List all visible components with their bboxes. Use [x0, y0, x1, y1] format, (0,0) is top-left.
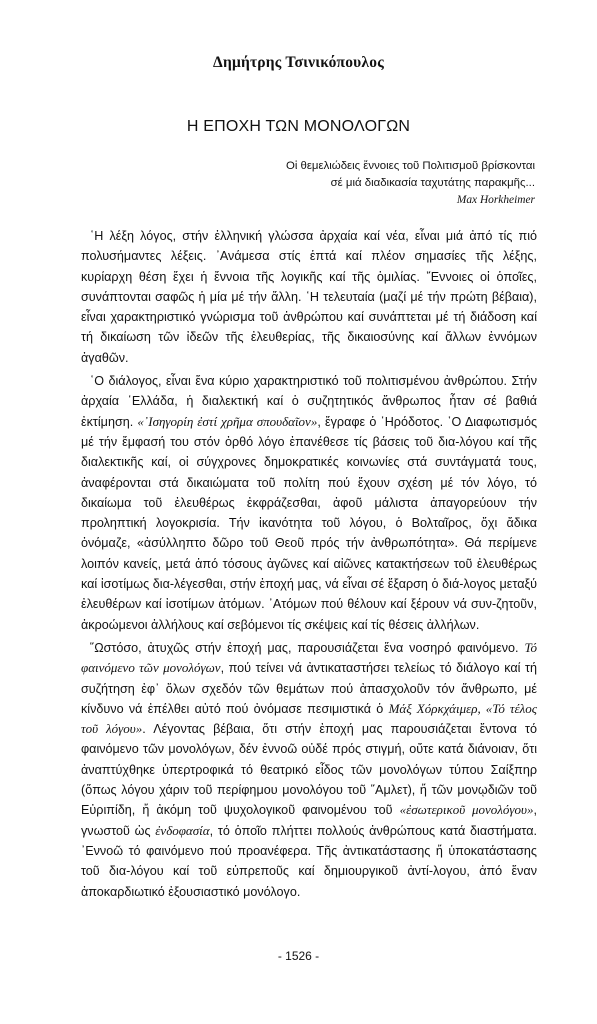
epigraph-line-2: σέ μιά διαδικασία ταχυτάτης παρακμῆς...	[330, 177, 535, 189]
epigraph-attribution: Max Horkheimer	[456, 194, 535, 206]
article-title: Η ΕΠΟΧΗ ΤΩΝ ΜΟΝΟΛΟΓΩΝ	[186, 118, 411, 135]
body-paragraph	[81, 371, 537, 635]
paragraph-text: . Λέγοντας βέβαια, ὅτι στήν ἐποχή μας παρουσιάζεται ἔντονα τό φαινόμενο τῶν μονολόγων, δέν ἐννοῶ οὐδέ πρός στιγμή, οὔτε κατά διάνοιαν, ὅτι ἀναπτύχθηκε ὑπερτροφικά τό θεατρικό εἶδος τῶν μονολόγων τύπου Σαίξπηρ (ὅπως λόγου χάριν τοῦ περίφημου μονολόγου τοῦ ῞Αμλετ), ἤ τῶν μονῳδιῶν τοῦ Εὐριπίδη, ἤ ἀκόμη τοῦ ψυχολογικοῦ φαινομένου τοῦ	[81, 722, 537, 818]
paragraph-text: ῞Ωστόσο, ἀτυχῶς στήν ἐποχή μας, παρουσιάζεται ἕνα νοσηρό φαινόμενο.	[90, 640, 525, 655]
paragraph-text: , ἔγραφε ὁ ῾Ηρόδοτος. ῾Ο Διαφωτισμός μέ τήν ἔμφασή του στόν ὀρθό λόγο ἐπανέθεσε τίς βάσεις τοῦ δια-λόγου καί τῆς διαλεκτικῆς καί, οἱ σύγχρονες δημοκρατικές κοινωνίες στά συντάγματά τους, ἀναφέρονται στά δικαιώματα τοῦ πολίτη πού ἔχουν σχέση μέ τόν λόγο, τό δικαίωμα τοῦ ἐλευθέρως ἐκφράζεσθαι, ἀφοῦ μάλιστα ἀπαγορεύουν τήν προληπτική λογοκρισία. Τήν ἱκανότητα τοῦ λόγου, ὁ Βολταῖρος, ὄχι ἄδικα ὀνόμαζε, «ἀσύλληπτο δῶρο τοῦ Θεοῦ πρός τήν ἀνθρωπότητα». Θά περίμενε λοιπόν κανείς, μετά ἀπό τόσους ἀγῶνες καί αἰῶνες κατακτήσεων τοῦ ἐλευθέρως καί ἰσοτίμως δια-λέγεσθαι, στήν ἐποχή μας, νά εἶναι σέ ἔξαρση ὁ διά-λογος μεταξύ ἐλευθέρων καί ἰσοτίμων ἀτόμων. ᾿Ατόμων πού θέλουν καί ξέρουν νά συν-ζητοῦν, ἀκροώμενοι ἀλλήλους καί σεβόμενοι τίς σκέψεις καί τίς θέσεις ἀλλήλων.	[81, 414, 538, 632]
page-number: - 1526 -	[277, 949, 320, 963]
paragraph-text: , πού τείνει νά ἀντικαταστήσει τελείως τό διάλογο καί τή συζήτηση ἐφ᾿ ὅλων σχεδόν τῶν θεμάτων πού ἀπασχολοῦν τόν ἄνθρωπο, μέ κίνδυνο νά ἐπέλθει αὐτό πού ὀνόμασε πεσιμιστικά ὁ	[81, 661, 538, 716]
italic-text: Τό φαινόμενο τῶν μονολόγων	[81, 639, 537, 676]
epigraph	[115, 158, 535, 209]
epigraph-line-1: Οἱ θεμελιώδεις ἔννοιες τοῦ Πολιτισμοῦ βρίσκονται	[285, 160, 535, 172]
body-paragraph	[81, 638, 537, 902]
body-paragraph	[81, 226, 537, 368]
italic-text: Μάξ Χόρκχάιμερ, «Τό τέλος τοῦ λόγου»	[81, 700, 538, 737]
body-text	[81, 226, 537, 905]
paragraph-text: , τό ὁποῖο πλήττει πολλούς ἀνθρώπους κατά διαστήματα. ᾿Εννοῶ τό φαινόμενο πού προανέφερα. Τῆς ἀντικατάστασης ἤ ὑποκατάστασης τοῦ δια-λόγου καί τοῦ εὐπρεποῦς καί δημιουργικοῦ ἀντί-λογου, ἀπό ἕναν ἀποκαρδιωτικό ἐξουσιαστικό μονόλογο.	[81, 823, 537, 899]
paragraph-text: , γνωστοῦ ὡς	[81, 803, 537, 838]
author-name: Δημήτρης Τσινικόπουλος	[213, 54, 384, 71]
paragraph-text: ῾Η λέξη λόγος, στήν ἑλληνική γλώσσα ἀρχαία καί νέα, εἶναι μιά ἀπό τίς πιό πολυσήμαντες λέξεις. ᾿Ανάμεσα στίς ἑπτά καί πλέον σημασίες τῆς λέξης, κυρίαρχη θέση ἔχει ἡ ἔννοια τῆς λογικῆς καί τῆς ὁμιλίας. ῎Εννοιες οἱ ὁποῖες, συνάπτονται σαφῶς ἡ μία μέ τήν ἄλλη. ῾Η τελευταία (μαζί μέ τήν πρώτη βέβαια), εἶναι χαρακτηριστικό γνώρισμα τοῦ ἀνθρώπου καί συνάπτεται μέ τή διάδοση καί τή δικαίωση τῶν ἰδεῶν τῆς ἐλευθερίας, τῆς δικαιοσύνης καί ἄλλων ἐννόμων ἀγαθῶν.	[81, 229, 537, 365]
italic-text: ἐνδοφασία	[155, 822, 210, 838]
italic-text: «ἐσωτερικοῦ μονολόγου»	[399, 802, 534, 818]
paragraph-text: ῾Ο διάλογος, εἶναι ἕνα κύριο χαρακτηριστικό τοῦ πολιτισμένου ἀνθρώπου. Στήν ἀρχαία ῾Ελλάδα, ἡ διαλεκτική καί ὁ συζητητικός ἄνθρωπος ἦταν σέ βαθιά ἐκτίμηση.	[81, 374, 537, 429]
italic-text: «᾿Ισηγορίη ἐστί χρῆμα σπουδαῖον»	[137, 413, 318, 429]
